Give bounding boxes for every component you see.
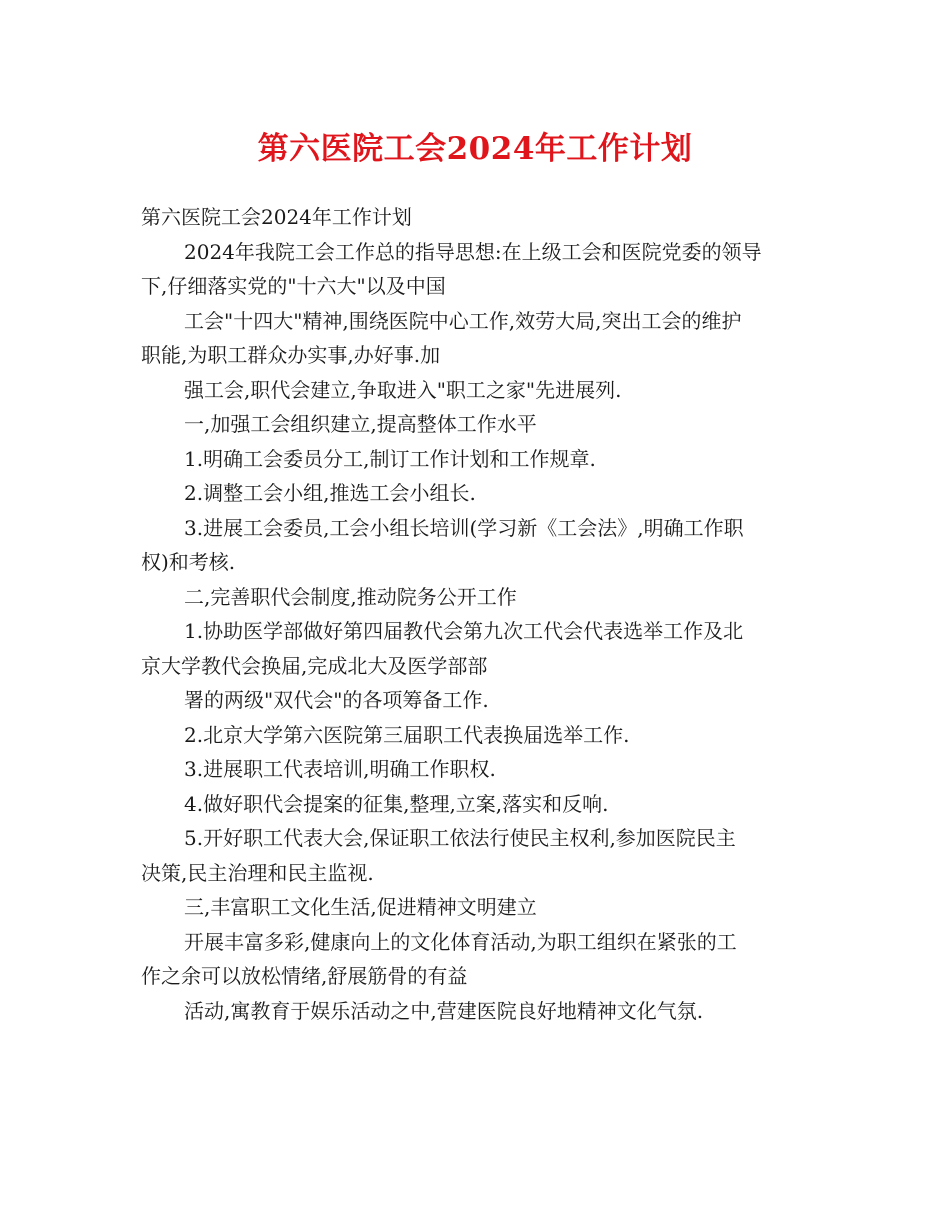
document-line: 5.开好职工代表大会,保证职工依法行使民主权利,参加医院民主 xyxy=(184,826,736,850)
document-line: 署的两级"双代会"的各项筹备工作. xyxy=(184,688,489,712)
document-line: 3.进展职工代表培训,明确工作职权. xyxy=(184,757,496,781)
document-line: 1.明确工会委员分工,制订工作计划和工作规章. xyxy=(184,446,596,471)
document-title: 第六医院工会2024年工作计划 xyxy=(257,131,693,167)
document-line: 职能,为职工群众办实事,办好事.加 xyxy=(141,343,441,367)
document-line: 三,丰富职工文化生活,促进精神文明建立 xyxy=(184,895,537,919)
document-line: 作之余可以放松情绪,舒展筋骨的有益 xyxy=(141,964,468,988)
document-line: 权)和考核. xyxy=(141,550,236,574)
document-line: 1.协助医学部做好第四届教代会第九次工代会代表选举工作及北 xyxy=(184,619,744,643)
document-line: 一,加强工会组织建立,提高整体工作水平 xyxy=(184,412,537,436)
document-line: 第六医院工会2024年工作计划 xyxy=(141,205,412,229)
document-line: 2.调整工会小组,推选工会小组长. xyxy=(184,481,476,505)
document-line: 工会"十四大"精神,围绕医院中心工作,效劳大局,突出工会的维护 xyxy=(184,308,742,333)
document-line: 强工会,职代会建立,争取进入"职工之家"先进展列. xyxy=(184,377,622,402)
document-line: 2024年我院工会工作总的指导思想:在上级工会和医院党委的领导 xyxy=(184,239,762,264)
document-line: 3.进展工会委员,工会小组长培训(学习新《工会法》,明确工作职 xyxy=(184,515,744,540)
document-line: 二,完善职代会制度,推动院务公开工作 xyxy=(184,584,517,609)
document-line: 2.北京大学第六医院第三届职工代表换届选举工作. xyxy=(184,722,630,747)
document-body xyxy=(141,200,811,1028)
document-line: 京大学教代会换届,完成北大及医学部部 xyxy=(141,653,488,678)
document-line: 开展丰富多彩,健康向上的文化体育活动,为职工组织在紧张的工 xyxy=(184,929,737,954)
document-line: 4.做好职代会提案的征集,整理,立案,落实和反响. xyxy=(184,791,609,816)
document-line: 下,仔细落实党的"十六大"以及中国 xyxy=(141,274,446,298)
document-line: 活动,寓教育于娱乐活动之中,营建医院良好地精神文化气氛. xyxy=(184,998,704,1023)
document-line: 决策,民主治理和民主监视. xyxy=(141,860,374,885)
